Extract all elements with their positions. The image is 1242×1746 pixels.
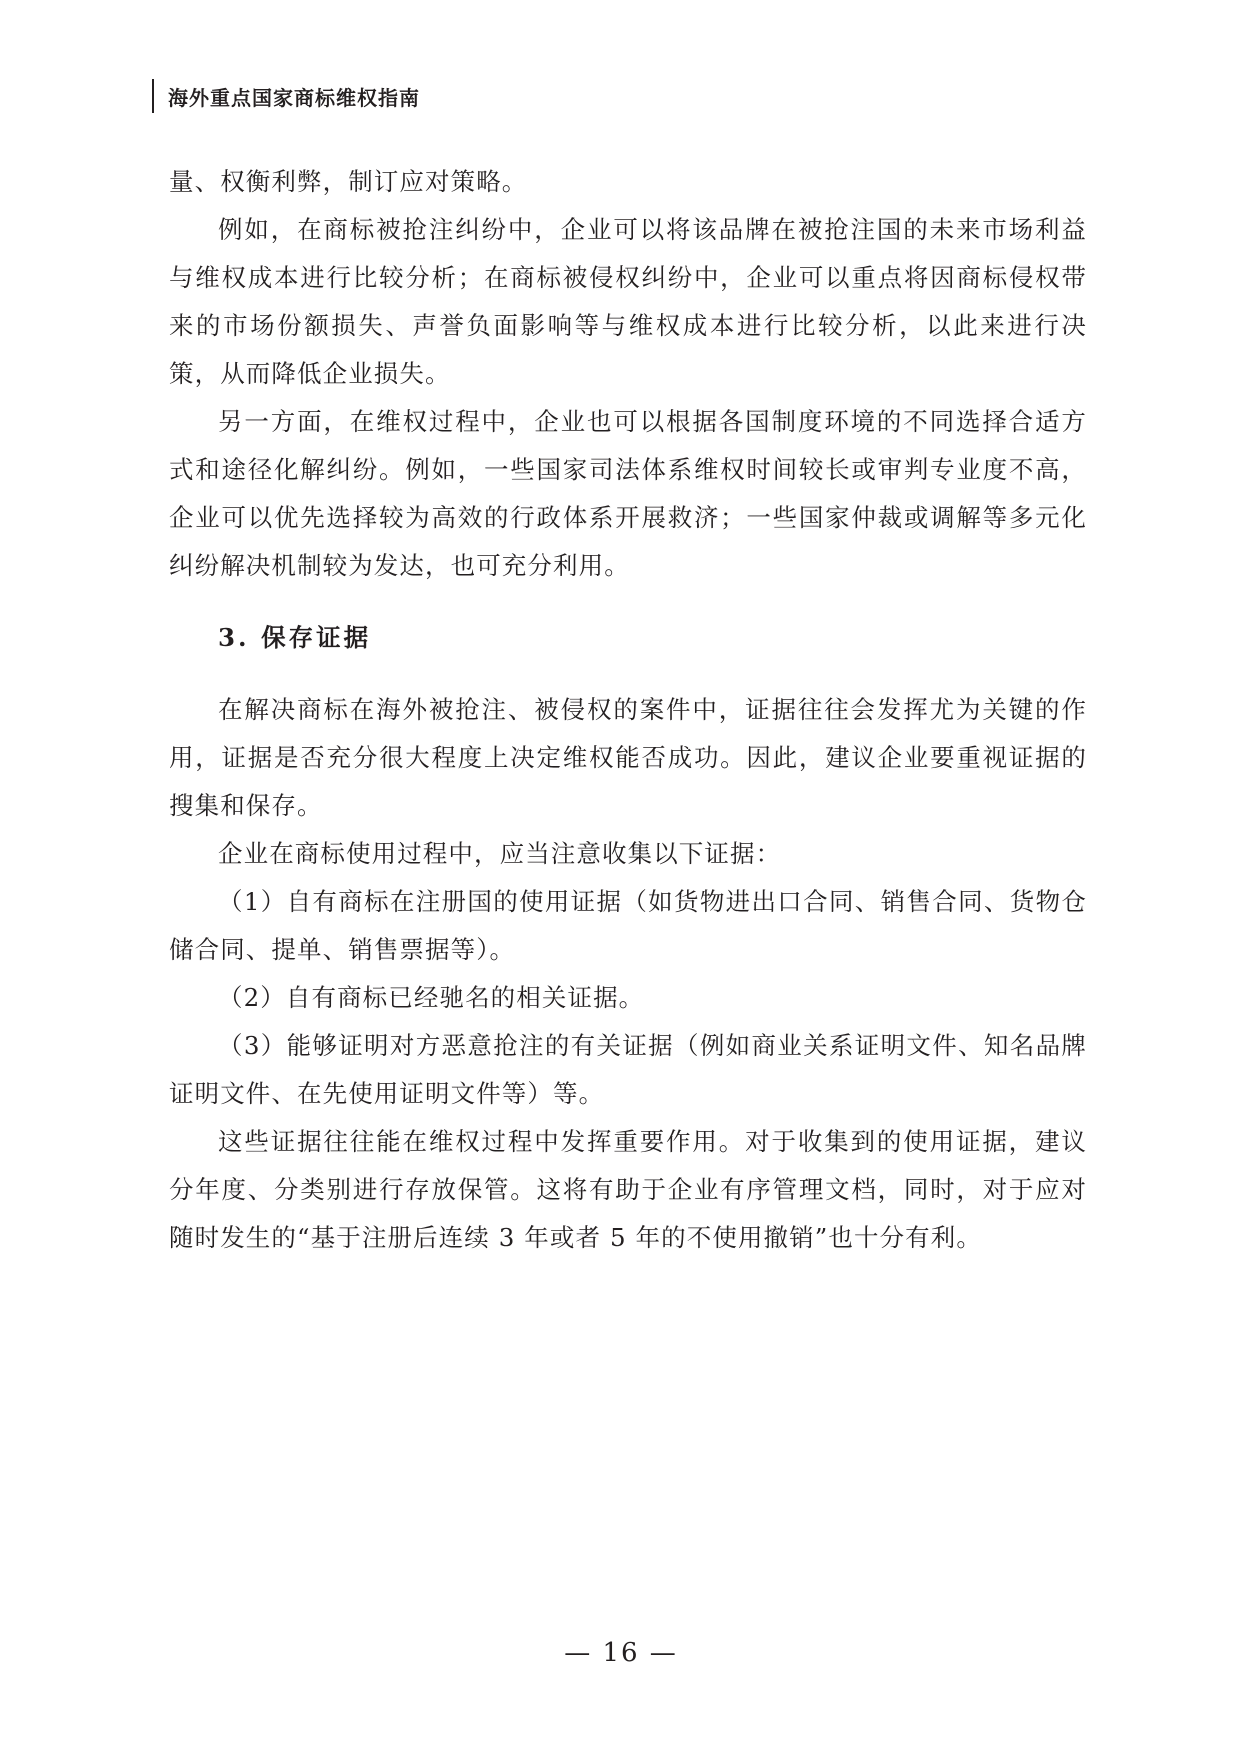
section-heading: 3. 保存证据: [218, 623, 372, 652]
running-header: [152, 78, 420, 114]
paragraph: 在解决商标在海外被抢注、被侵权的案件中，证据往往会发挥尤为关键的作用，证据是否充分很大程度上决定维权能否成功。因此，建议企业要重视证据的搜集和保存。: [169, 695, 1087, 820]
list-item: （2）自有商标已经驰名的相关证据。: [218, 983, 645, 1012]
paragraph: 这些证据往往能在维权过程中发挥重要作用。对于收集到的使用证据，建议分年度、分类别进行存放保管。这将有助于企业有序管理文档，同时，对于应对随时发生的“基于注册后连续 3 年或者 5 年的不使用撤销”也十分有利。: [169, 1127, 1087, 1252]
list-item: （3）能够证明对方恶意抢注的有关证据（例如商业关系证明文件、知名品牌证明文件、在先使用证明文件等）等。: [169, 1031, 1087, 1108]
paragraph: 企业在商标使用过程中，应当注意收集以下证据：: [218, 839, 782, 868]
paragraph: 另一方面，在维权过程中，企业也可以根据各国制度环境的不同选择合适方式和途径化解纠纷。例如，一些国家司法体系维权时间较长或审判专业度不高，企业可以优先选择较为高效的行政体系开展救济；一些国家仲裁或调解等多元化纠纷解决机制较为发达，也可充分利用。: [169, 407, 1087, 580]
paragraph-continuation: 量、权衡利弊，制订应对策略。: [169, 167, 528, 196]
page-number: — 16 —: [564, 1638, 678, 1668]
list-item: （1）自有商标在注册国的使用证据（如货物进出口合同、销售合同、货物仓储合同、提单、销售票据等）。: [169, 887, 1087, 964]
header-rule: [152, 79, 154, 113]
header-title: 海外重点国家商标维权指南: [168, 85, 420, 110]
paragraph: 例如，在商标被抢注纠纷中，企业可以将该品牌在被抢注国的未来市场利益与维权成本进行比较分析；在商标被侵权纠纷中，企业可以重点将因商标侵权带来的市场份额损失、声誉负面影响等与维权成本进行比较分析，以此来进行决策，从而降低企业损失。: [169, 215, 1087, 388]
page-body: [169, 158, 1087, 1262]
